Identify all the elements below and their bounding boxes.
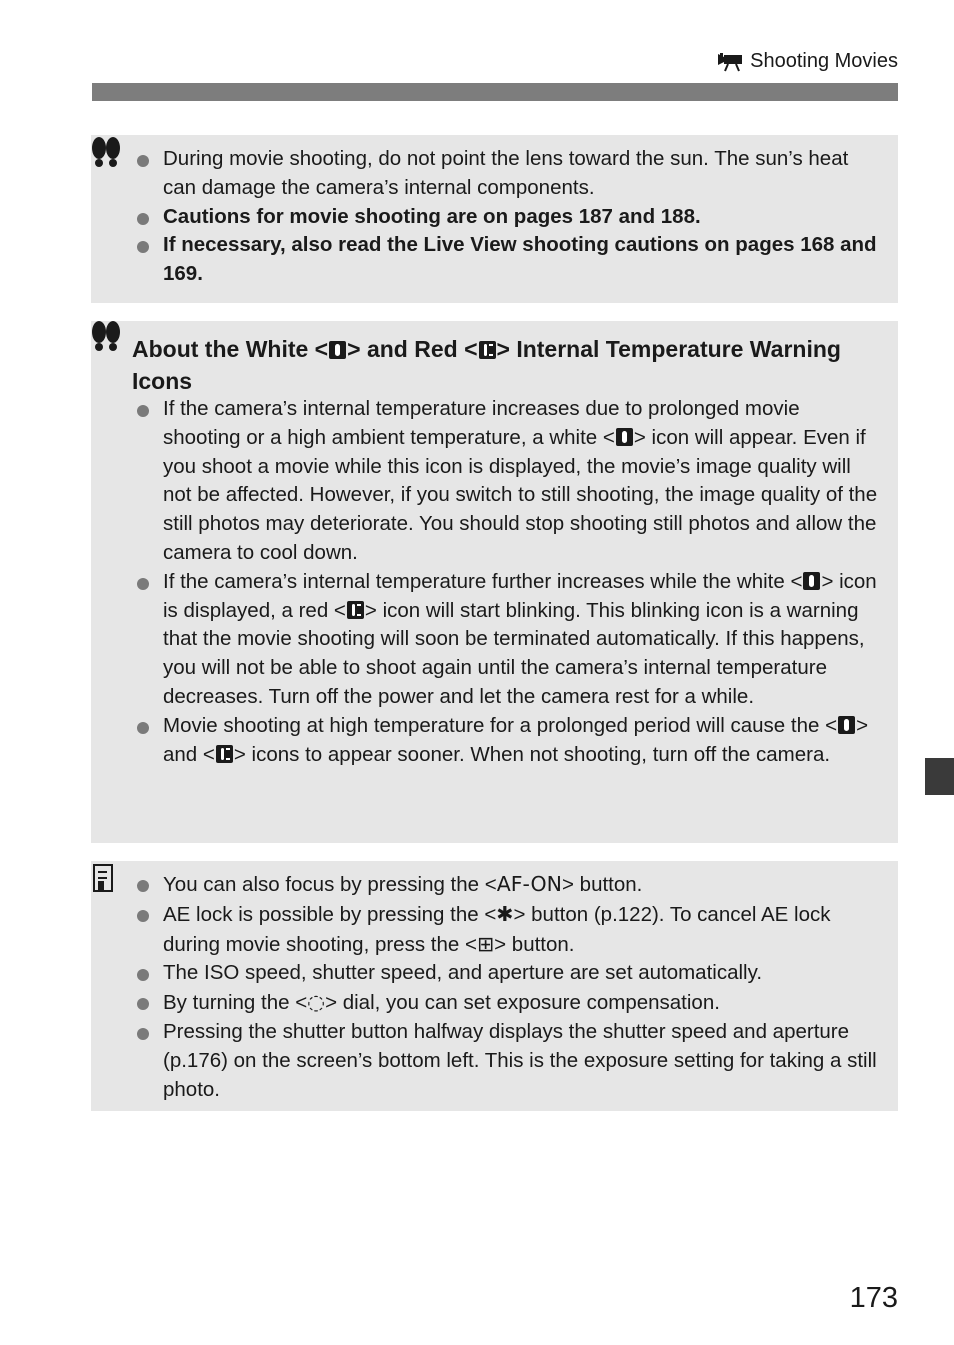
list-item: Pressing the shutter button halfway displays the shutter speed and aperture (p.176) on the screen’s bottom left. This is the exposure setting for taking a still photo. [136,1018,878,1104]
list-item: If necessary, also read the Live View shooting cautions on pages 168 and 169. [136,231,878,289]
red-temperature-icon [347,601,364,619]
af-on-button-symbol: AF-ON [496,872,562,896]
caution-icon [91,321,121,353]
note-icon [91,863,121,895]
header-rule [92,83,898,101]
list-item: AE lock is possible by pressing the <✱> button (p.122). To cancel AE lock during movie shooting, press the <⊞> button. [136,900,878,960]
list-item: If the camera’s internal temperature further increases while the white < > icon is displayed, a red < > icon will start blinking. This blinking icon is a warning that the movie shooting will soon be terminated automatically. If this happens, you will not be able to shoot again until the camera’s internal temperature decreases. Turn off the power and let the camera rest for a while. [132,568,878,712]
caution-box-1 [91,135,898,303]
notes-box [91,861,898,1111]
red-temperature-icon [479,341,496,359]
caution-box-2 [91,321,898,843]
list-item: The ISO speed, shutter speed, and aperture are set automatically. [136,959,878,988]
white-temperature-icon [616,428,633,446]
caution-icon [91,137,121,169]
section-heading: About the White < > and Red < > Internal Temperature Warning Icons [132,336,841,394]
list-item: Movie shooting at high temperature for a prolonged period will cause the < > and < > icons to appear sooner. When not shooting, turn off the camera. [132,712,878,770]
running-header [718,50,898,73]
white-temperature-icon [838,716,855,734]
list-item: During movie shooting, do not point the lens toward the sun. The sun’s heat can damage the camera’s internal components. [136,145,878,203]
movie-camera-icon [718,52,744,72]
quick-control-dial-icon: ◌ [307,990,326,1015]
white-temperature-icon [803,572,820,590]
section-title: Shooting Movies [750,50,898,72]
list-item: By turning the <◌> dial, you can set exposure compensation. [136,988,878,1018]
page-number: 173 [849,1282,898,1314]
list-item: You can also focus by pressing the <AF-ON> button. [136,870,878,900]
white-temperature-icon [329,341,346,359]
info-button-icon: ⊞ [476,931,495,956]
red-temperature-icon [216,745,233,763]
list-item: If the camera’s internal temperature increases due to prolonged movie shooting or a high ambient temperature, a white < > icon will appear. Even if you shoot a movie while this icon is displayed, the movie’s image quality will not be affected. However, if you switch to still shooting, the image quality of the still photos may deteriorate. You should stop shooting still photos and allow the camera to cool down. [132,395,878,568]
ae-lock-icon: ✱ [496,901,514,926]
chapter-tab [925,758,954,795]
list-item: Cautions for movie shooting are on pages 187 and 188. [136,203,878,232]
